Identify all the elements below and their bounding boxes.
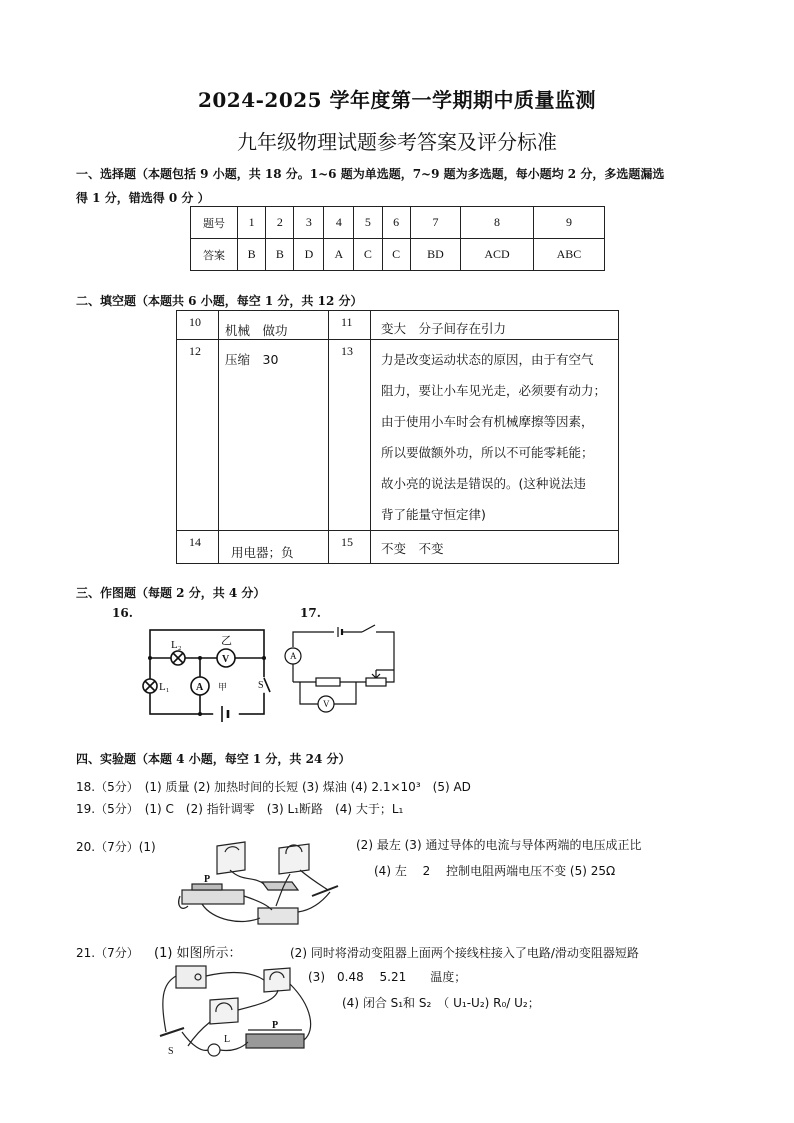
lamp-l2-label: L₂ (171, 639, 182, 651)
question-number: 6 (382, 207, 410, 239)
answer-cell: 变大 分子间存在引力 (371, 311, 619, 340)
circuit-diagram-17 (280, 622, 405, 717)
answer-cell: D (294, 239, 324, 271)
q21-prefix: 21.（7分） (76, 946, 139, 960)
answer-cell (371, 340, 619, 531)
fig16-label: 16. (112, 606, 133, 620)
table-row (177, 340, 619, 531)
experiment-apparatus-20 (172, 840, 352, 935)
fill-answer-table (176, 310, 619, 564)
answer-line: 背了能量守恒定律) (381, 507, 486, 522)
lamp-l-label: L (224, 1034, 231, 1045)
meter-jia-label: 甲 (218, 682, 228, 692)
question-number: 12 (177, 340, 219, 531)
answer-line: 故小亮的说法是错误的。(这种说法违 (381, 476, 586, 491)
question-number: 5 (354, 207, 382, 239)
question-number: 3 (294, 207, 324, 239)
meter-yi-label: 乙 (221, 635, 232, 647)
q20-answer-line2: (4) 左 2 控制电阻两端电压不变 (5) 25Ω (374, 864, 616, 878)
q19-answer: 19.（5分） (1) C (2) 指针调零 (3) L₁断路 (4) 大于；L₁ (76, 802, 404, 816)
voltmeter-symbol: V (323, 699, 330, 709)
question-number: 11 (329, 311, 371, 340)
answer-line: 由于使用小车时会有机械摩擦等因素， (381, 414, 594, 429)
answer-cell: ABC (533, 239, 604, 271)
answer-cell: A (324, 239, 354, 271)
table-row (177, 311, 619, 340)
question-number: 1 (238, 207, 266, 239)
answer-cell: 压缩 30 (219, 340, 329, 531)
answer-cell: BD (410, 239, 460, 271)
answer-cell: C (382, 239, 410, 271)
circuit-diagram-16 (130, 622, 280, 724)
answer-cell: 机械 做功 (219, 311, 329, 340)
q21-answer-line2: (3) 0.48 5.21 温度； (308, 970, 467, 984)
question-number: 4 (324, 207, 354, 239)
q21-answer-part1: (1) 如图所示： (154, 946, 242, 961)
answer-cell: B (238, 239, 266, 271)
answer-cell: B (266, 239, 294, 271)
table-row (191, 207, 605, 239)
question-number: 10 (177, 311, 219, 340)
answer-label: 答案 (191, 239, 238, 271)
question-number: 15 (329, 531, 371, 564)
q18-answer: 18.（5分） (1) 质量 (2) 加热时间的长短 (3) 煤油 (4) 2.1×10³ (5) AD (76, 780, 471, 794)
question-number: 9 (533, 207, 604, 239)
q20-answer-line1: (2) 最左 (3) 通过导体的电流与导体两端的电压成正比 (356, 838, 642, 852)
answer-cell: 不变 不变 (371, 531, 619, 564)
voltmeter-symbol: V (222, 654, 230, 665)
answer-cell: 用电器；负 (219, 531, 329, 564)
ammeter-symbol: A (290, 651, 297, 661)
slider-p-label: P (272, 1020, 279, 1031)
section3-heading: 三、作图题（每题 2 分，共 4 分） (76, 586, 266, 600)
answer-cell: ACD (461, 239, 534, 271)
slider-p-label: P (204, 874, 211, 885)
question-number: 14 (177, 531, 219, 564)
table-row (191, 239, 605, 271)
question-number: 8 (461, 207, 534, 239)
answer-cell: C (354, 239, 382, 271)
answer-line: 阻力，要让小车见光走，必须要有动力； (381, 383, 607, 398)
question-number: 2 (266, 207, 294, 239)
question-label: 题号 (191, 207, 238, 239)
page-title: 2024-2025 学年度第一学期期中质量监测 (197, 88, 597, 112)
question-number: 7 (410, 207, 460, 239)
ammeter-symbol: A (196, 682, 204, 693)
q21-answer-line3: (4) 闭合 S₁和 S₂ （ U₁-U₂) R₀/ U₂； (342, 996, 540, 1010)
experiment-apparatus-21 (152, 960, 322, 1070)
section4-heading: 四、实验题（本题 4 小题，每空 1 分，共 24 分） (76, 752, 351, 766)
question-number: 13 (329, 340, 371, 531)
q20-prefix: 20.（7分）(1) (76, 840, 156, 854)
section2-heading: 二、填空题（本题共 6 小题，每空 1 分，共 12 分） (76, 294, 363, 308)
section1-heading-cont: 得 1 分，错选得 0 分 ） (76, 191, 210, 205)
switch-s-label: S (168, 1046, 174, 1057)
answer-line: 所以要做额外功，所以不可能零耗能； (381, 445, 594, 460)
lamp-l1-label: L₁ (159, 681, 170, 693)
q21-answer-part2: (2) 同时将滑动变阻器上面两个接线柱接入了电路/滑动变阻器短路 (290, 946, 639, 960)
page-subtitle: 九年级物理试题参考答案及评分标准 (237, 130, 557, 154)
mcq-answer-table (190, 206, 605, 271)
switch-s-label: S (258, 680, 264, 691)
section1-heading: 一、选择题（本题包括 9 小题，共 18 分。1~6 题为单选题，7~9 题为多选题，每小题均 2 分，多选题漏选 (76, 167, 665, 181)
answer-line: 力是改变运动状态的原因，由于有空气 (381, 352, 594, 367)
table-row (177, 531, 619, 564)
fig17-label: 17. (300, 606, 321, 620)
